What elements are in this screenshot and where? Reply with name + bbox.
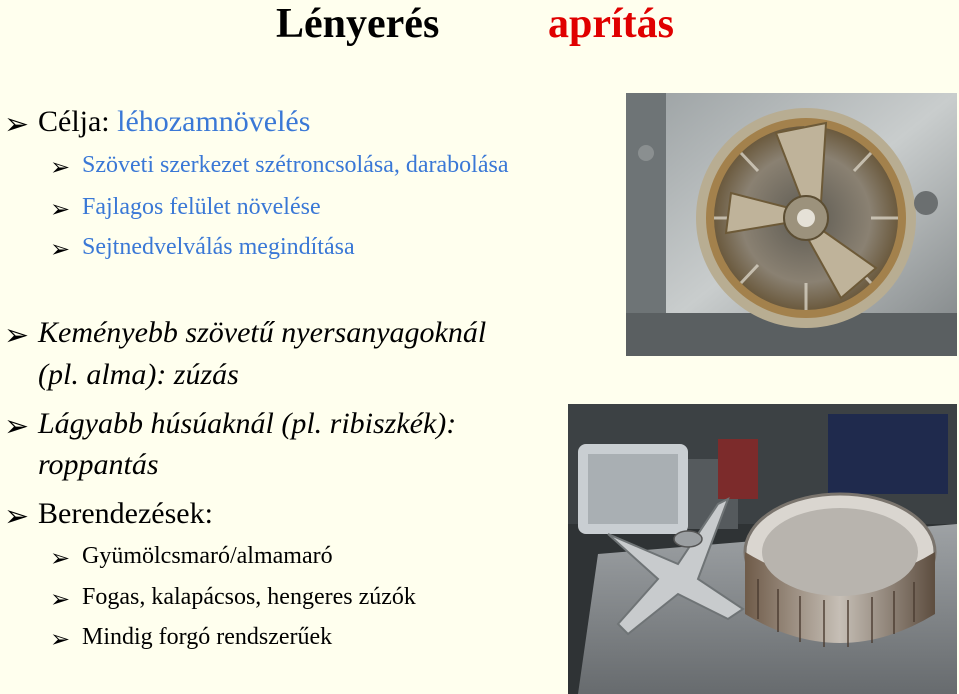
bullet-kemenyebb-line2: (pl. alma): zúzás bbox=[38, 358, 239, 391]
fruit-mill-interior-photo bbox=[626, 93, 957, 356]
bullet-celja-value: léhozamnövelés bbox=[117, 105, 311, 138]
arrowhead-bullet-icon: ➢ bbox=[4, 318, 30, 353]
bullet-berendezesek: Berendezések: bbox=[38, 497, 213, 530]
sub-bullet-mindig: Mindig forgó rendszerűek bbox=[82, 624, 333, 650]
cutter-and-sieve-drum-photo bbox=[568, 404, 957, 694]
arrowhead-bullet-icon: ➢ bbox=[4, 409, 30, 444]
arrowhead-bullet-icon: ➢ bbox=[4, 499, 30, 534]
bullet-celja bbox=[38, 105, 310, 139]
arrowhead-bullet-icon: ➢ bbox=[50, 544, 71, 572]
arrowhead-bullet-icon: ➢ bbox=[50, 585, 71, 613]
arrowhead-bullet-icon: ➢ bbox=[4, 107, 30, 142]
slide-title-right: aprítás bbox=[548, 1, 674, 47]
sub-bullet-szoveti: Szöveti szerkezet szétroncsolása, darabolása bbox=[82, 152, 509, 178]
bullet-lagyabb-line2: roppantás bbox=[38, 448, 159, 481]
sub-bullet-fogas: Fogas, kalapácsos, hengeres zúzók bbox=[82, 584, 416, 610]
sub-bullet-sejtnedv: Sejtnedvelválás megindítása bbox=[82, 234, 355, 260]
bullet-celja-label: Célja: bbox=[38, 105, 118, 138]
arrowhead-bullet-icon: ➢ bbox=[50, 153, 71, 181]
bullet-kemenyebb-line1: Keményebb szövetű nyersanyagoknál bbox=[38, 316, 487, 349]
arrowhead-bullet-icon: ➢ bbox=[50, 625, 71, 653]
slide-title-left: Lényerés bbox=[276, 1, 440, 47]
arrowhead-bullet-icon: ➢ bbox=[50, 235, 71, 263]
arrowhead-bullet-icon: ➢ bbox=[50, 195, 71, 223]
sub-bullet-fajlagos: Fajlagos felület növelése bbox=[82, 194, 321, 220]
bullet-lagyabb-line1: Lágyabb húsúaknál (pl. ribiszkék): bbox=[38, 407, 457, 440]
sub-bullet-gyumolcsmaro: Gyümölcsmaró/almamaró bbox=[82, 543, 333, 569]
